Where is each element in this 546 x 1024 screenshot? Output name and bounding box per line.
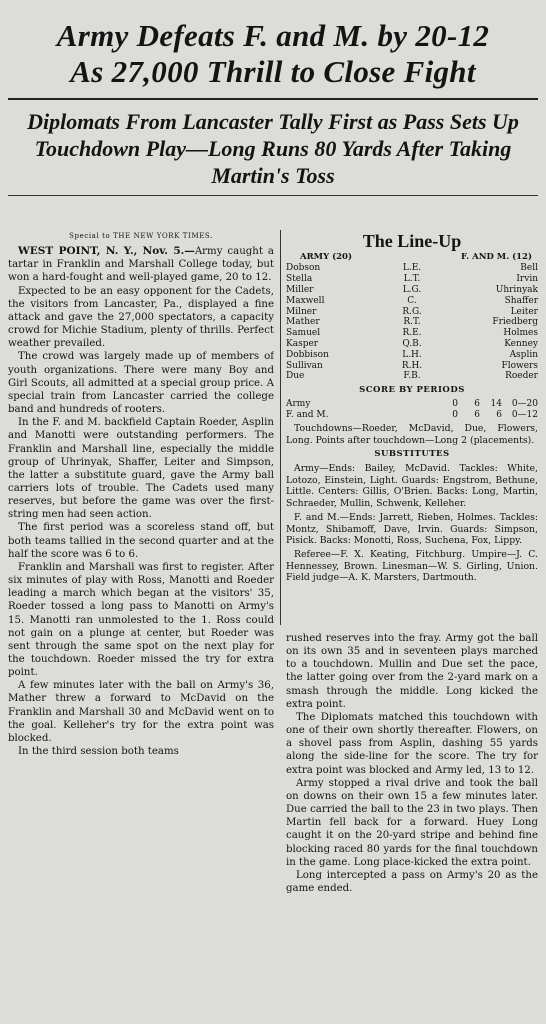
lineup-fm-player: Shaffer <box>504 295 538 306</box>
lineup-fm-player: Kenney <box>504 338 538 349</box>
lineup-army-player: Stella <box>286 274 313 285</box>
lineup-table <box>286 263 538 382</box>
score-row <box>286 399 538 410</box>
score-period: 6 <box>496 409 502 420</box>
officials-text: Referee—F. X. Keating, Fitchburg. Umpire—J. C. Hennessey, Brown. Linesman—W. S. Girling, Union. Field judge—A. K. Marsters, Dartmouth. <box>286 548 538 584</box>
lineup-fm-player: Bell <box>520 263 538 274</box>
score-total: 0—12 <box>511 409 538 420</box>
lineup-army-player: Sullivan <box>286 360 323 371</box>
column-divider <box>280 230 281 625</box>
lineup-fm-player: Holmes <box>503 328 538 339</box>
lineup-army-player: Due <box>286 371 305 382</box>
article-paragraph: In the F. and M. backfield Captain Roeder, Asplin and Manotti were outstanding performers. The Franklin and Marshall line, especially the middle group of Uhrinyak, Shaffer, Leiter and Simpson, the latter a substitute guard, gave the Army ball carriers lots of trouble. The Cadets used many reserves, but before the game was over the first-string men had seen action. <box>8 417 274 521</box>
lineup-position: Q.B. <box>402 338 422 349</box>
lineup-position: L.G. <box>402 285 422 295</box>
substitutes-army: Army—Ends: Bailey, McDavid. Tackles: White, Lotozo, Einstein, Light. Guards: Engstrom, Bethune, Little. Centers: Gillis, O'Brien. Backs: Long, Martin, Schraeder, Mullin, Schwenk, Kelleher. <box>286 462 538 510</box>
headline-rule <box>8 98 538 100</box>
lineup-row <box>286 328 538 339</box>
lineup-position: F.B. <box>403 371 421 382</box>
lineup-position: L.E. <box>402 263 422 274</box>
lineup-row <box>286 371 538 382</box>
article-paragraph: Expected to be an easy opponent for the Cadets, the visitors from Lancaster, Pa., displayed a fine attack and gave the 27,000 spectators, a capacity crowd for Michie Stadium, plenty of thrills. Perfect weather prevailed. <box>8 285 274 350</box>
article-paragraph: In the third session both teams <box>18 746 179 758</box>
substitutes-title: SUBSTITUTES <box>374 449 450 460</box>
lineup-row <box>286 361 538 372</box>
lineup-title: The Line-Up <box>362 231 462 251</box>
score-team: F. and M. <box>286 409 329 420</box>
lineup-position: C. <box>407 295 417 306</box>
score-total: 0—20 <box>511 398 538 409</box>
dateline: WEST POINT, N. Y., Nov. 5.— <box>18 245 195 258</box>
article-paragraph: The first period was a scoreless stand off, but both teams tallied in the second quarter and at the half the score was 6 to 6. <box>8 522 274 560</box>
lineup-fm-player: Roeder <box>505 371 538 382</box>
subheadline: Diplomats From Lancaster Tally First as Pass Sets Up Touchdown Play—Long Runs 80 Yards After Taking Martin's Toss <box>27 109 519 188</box>
lineup-army-player: Milner <box>286 306 317 317</box>
lineup-position: R.H. <box>401 360 423 371</box>
article-paragraph: Franklin and Marshall was first to register. After six minutes of play with Ross, Manotti and Roeder leading a march which began at the visitors' 35, Roeder tossed a long pass to Manotti on Army's 15. Manotti ran unmolested to the 1. Ross could not gain on a plunge at center, but Roeder was sent through the same spot on the next play for the touchdown. Roeder missed the try for extra point. <box>8 561 274 679</box>
lineup-army-player: Samuel <box>286 328 321 339</box>
lineup-row <box>286 285 538 296</box>
lineup-army-player: Kasper <box>286 338 319 349</box>
headline-line-1: Army Defeats F. and M. by 20-12 <box>56 18 490 53</box>
lineup-position: L.H. <box>402 349 422 360</box>
lineup-position: R.E. <box>402 328 422 339</box>
lineup-position: R.G. <box>402 306 422 317</box>
lineup-row <box>286 317 538 328</box>
score-team: Army <box>286 398 311 409</box>
article-paragraph: rushed reserves into the fray. Army got the ball on its own 35 and in seventeen plays marched to a touchdown. Mullin and Due set the pace, the latter going over from the 2-yard mark on a smash through the middle. Long kicked the extra point. <box>286 633 538 710</box>
lineup-box <box>286 230 538 625</box>
score-period: 0 <box>452 409 458 420</box>
article-column-left <box>8 230 274 1020</box>
lineup-fm-player: Uhrinyak <box>495 285 538 295</box>
article-columns <box>8 230 538 1020</box>
special-credit: Special to THE NEW YORK TIMES. <box>69 232 213 240</box>
article-paragraph: Army stopped a rival drive and took the ball on downs on their own 15 a few minutes later. Due carried the ball to the 23 in two plays. Then Martin fell back for a forward. Huey Long caught it on the 20-yard stripe and behind fine blocking raced 80 yards for the final touchdown in the game. Long place-kicked the extra point. <box>286 777 538 868</box>
lineup-row <box>286 274 538 285</box>
lineup-row <box>286 339 538 350</box>
article-paragraph: The crowd was largely made up of members of youth organizations. There were many Boy and Girl Scouts, all admitted at a special group price. A special train from Lancaster carried the college band and hundreds of rooters. <box>8 351 274 416</box>
article-paragraph: WEST POINT, N. Y., Nov. 5.—Army caught a tartar in Franklin and Marshall College today, but won a hard-fought and well-played game, 20 to 12. <box>8 245 274 284</box>
score-row <box>286 410 538 421</box>
headline-line-2: As 27,000 Thrill to Close Fight <box>70 54 476 89</box>
lineup-fm-player: Asplin <box>509 349 538 360</box>
lineup-position: R.T. <box>403 317 421 328</box>
lineup-row <box>286 350 538 361</box>
lineup-row <box>286 296 538 307</box>
subhead-rule <box>8 195 538 196</box>
score-title: SCORE BY PERIODS <box>359 385 465 396</box>
lineup-fm-player: Friedberg <box>492 317 538 328</box>
lineup-fm-player: Irvin <box>516 274 538 285</box>
lineup-army-player: Dobbison <box>286 349 329 360</box>
score-period: 14 <box>490 398 502 409</box>
lineup-fm-player: Leiter <box>510 306 538 317</box>
fm-header: F. AND M. (12) <box>461 251 532 262</box>
article-paragraph: A few minutes later with the ball on Army's 36, Mather threw a forward to McDavid on the Franklin and Marshall 30 and McDavid went on to the goal. Kelleher's try for the extra point was blocked. <box>8 680 274 744</box>
army-header: ARMY (20) <box>300 251 352 262</box>
article-paragraph: Long intercepted a pass on Army's 20 as the game ended. <box>286 869 538 894</box>
touchdowns-text: Touchdowns—Roeder, McDavid, Due, Flowers, Long. Points after touchdown—Long 2 (placements). <box>286 422 538 446</box>
lineup-army-player: Miller <box>286 285 314 295</box>
lineup-row <box>286 307 538 318</box>
score-period: 6 <box>474 409 480 420</box>
lineup-fm-player: Flowers <box>501 360 538 371</box>
lineup-army-player: Mather <box>286 317 320 328</box>
score-period: 0 <box>452 398 458 409</box>
lineup-position: L.T. <box>403 274 421 285</box>
substitutes-fm: F. and M.—Ends: Jarrett, Rieben, Holmes. Tackles: Montz, Shibamoff, Dave, Irvin. Guards: Simpson, Pisick. Backs: Monotti, Ross, Suchena, Fox, Lippy. <box>286 511 538 547</box>
article-column-right <box>286 632 538 1020</box>
score-period: 6 <box>474 398 480 409</box>
lineup-header <box>286 252 538 264</box>
article-paragraph: The Diplomats matched this touchdown with one of their own shortly thereafter. Flowers, on a shovel pass from Asplin, dashing 55 yards along the side-line for the score. The try for extra point was blocked and Army led, 13 to 12. <box>286 711 538 776</box>
lineup-army-player: Maxwell <box>286 295 325 306</box>
score-table <box>286 399 538 421</box>
lineup-row <box>286 263 538 274</box>
lineup-army-player: Dobson <box>286 263 321 274</box>
